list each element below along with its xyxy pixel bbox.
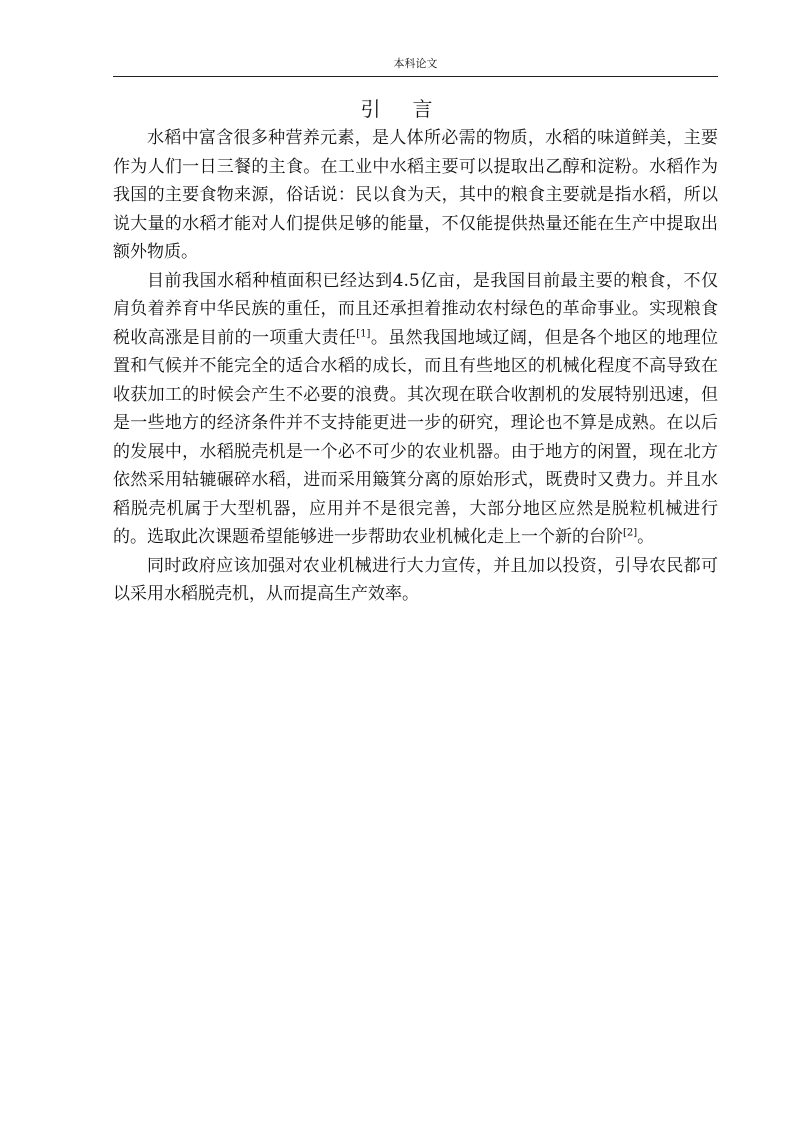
paragraph-1 (113, 124, 718, 267)
paragraph-2 (113, 267, 718, 552)
body-text (113, 124, 718, 609)
page-header (113, 52, 718, 77)
paragraph-2-text-a: 目前我国水稻种植面积已经达到4.5亿亩，是我国目前最主要的粮食，不仅肩负着养育中华民族的重任，而且还承担着推动农村绿色的革命事业。实现粮食税收高涨是目前的一项重大责任 (113, 270, 718, 348)
paragraph-2-text-b: 。虽然我国地域辽阔，但是各个地区的地理位置和气候并不能完全的适合水稻的成长，而且有些地区的机械化程度不高导致在收获加工的时候会产生不必要的浪费。其次现在联合收割机的发展特别迅速，但是一些地方的经济条件并不支持能更进一步的研究，理论也不算是成熟。在以后的发展中，水稻脱壳机是一个必不可少的农业机器。由于地方的闲置，现在北方依然采用轱辘碾碎水稻，进而采用簸箕分离的原始形式，既费时又费力。并且水稻脱壳机属于大型机器，应用并不是很完善，大部分地区应然是脱粒机械进行的。选取此次课题希望能够进一步帮助农业机械化走上一个新的台阶 (113, 327, 719, 547)
paragraph-3-text: 同时政府应该加强对农业机械进行大力宣传，并且加以投资，引导农民都可以采用水稻脱壳机，从而提高生产效率。 (113, 555, 718, 604)
citation-ref-2[interactable]: [2] (623, 527, 638, 539)
header-text: 本科论文 (393, 57, 438, 70)
section-title: 引言 (360, 97, 465, 121)
paragraph-1-text: 水稻中富含很多种营养元素，是人体所必需的物质，水稻的味道鲜美，主要作为人们一日三餐的主食。在工业中水稻主要可以提取出乙醇和淀粉。水稻作为我国的主要食物来源，俗话说：民以食为天，其中的粮食主要就是指水稻，所以说大量的水稻才能对人们提供足够的能量，不仅能提供热量还能在生产中提取出额外物质。 (113, 128, 718, 262)
paragraph-2-text-c: 。 (637, 527, 655, 547)
paragraph-3 (113, 552, 718, 609)
citation-ref-1[interactable]: [1] (356, 327, 371, 339)
